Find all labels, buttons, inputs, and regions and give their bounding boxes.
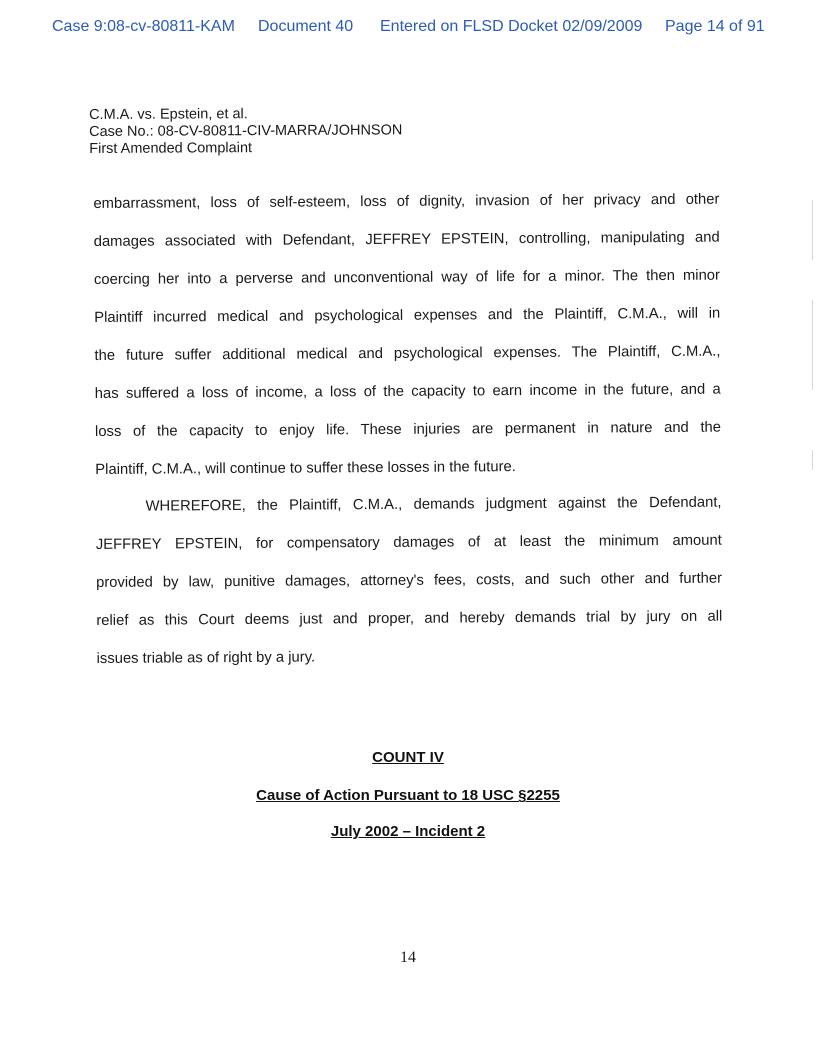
wherefore-line: relief as this Court deems just and proper, and hereby demands trial by jury on all — [96, 608, 723, 629]
docket-stamp-header — [0, 18, 816, 40]
caption-parties: C.M.A. vs. Epstein, et al. — [89, 106, 248, 123]
wherefore-line: WHEREFORE, the Plaintiff, C.M.A., demands judgment against the Defendant, — [145, 494, 722, 515]
body-line: Plaintiff, C.M.A., will continue to suffer these losses in the future. — [95, 459, 516, 478]
body-line: coercing her into a perverse and unconventional way of life for a minor. The then minor — [93, 267, 720, 288]
count-cause-of-action: Cause of Action Pursuant to 18 USC §2255 — [256, 787, 560, 804]
body-line: has suffered a loss of income, a loss of the capacity to earn income in the future, and a — [94, 381, 721, 402]
case-number-stamp: Case 9:08-cv-80811-KAM — [52, 18, 235, 35]
page-count-stamp: Page 14 of 91 — [665, 18, 765, 35]
case-caption — [89, 105, 402, 158]
count-incident: July 2002 – Incident 2 — [330, 823, 486, 840]
body-line: damages associated with Defendant, JEFFREY EPSTEIN, controlling, manipulating and — [93, 229, 720, 250]
body-line: loss of the capacity to enjoy life. These injuries are permanent in nature and the — [94, 419, 722, 440]
scan-edge-mark — [812, 200, 813, 260]
body-line: Plaintiff incurred medical and psychological expenses and the Plaintiff, C.M.A., will in — [94, 305, 721, 326]
body-line: embarrassment, loss of self-esteem, loss of dignity, invasion of her privacy and other — [93, 191, 720, 212]
page-number: 14 — [400, 949, 416, 966]
scan-edge-mark — [812, 450, 813, 470]
wherefore-line: issues triable as of right by a jury. — [96, 649, 316, 667]
wherefore-line: provided by law, punitive damages, attorney's fees, costs, and such other and further — [96, 570, 723, 591]
caption-document-title: First Amended Complaint — [89, 140, 253, 157]
entered-date-stamp: Entered on FLSD Docket 02/09/2009 — [380, 18, 643, 35]
scan-edge-mark — [812, 300, 813, 390]
body-line: the future suffer additional medical and psychological expenses. The Plaintiff, C.M.A., — [94, 343, 721, 364]
wherefore-line: JEFFREY EPSTEIN, for compensatory damages of at least the minimum amount — [95, 532, 722, 553]
caption-case-number: Case No.: 08-CV-80811-CIV-MARRA/JOHNSON — [89, 122, 403, 140]
document-number-stamp: Document 40 — [258, 18, 354, 35]
count-title: COUNT IV — [372, 749, 444, 766]
